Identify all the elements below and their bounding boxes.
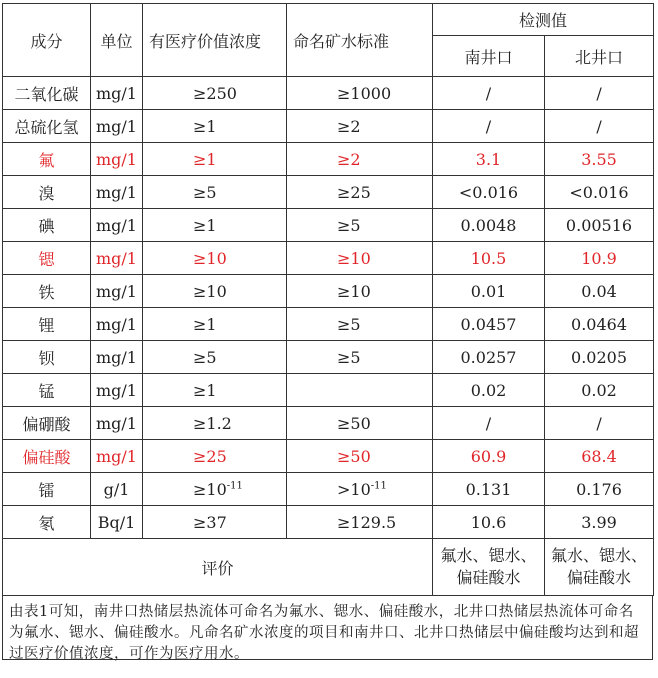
south-value-cell-text: 0.01 [470,281,507,301]
north-value-cell-text: 3.99 [581,512,617,532]
mineral-standard-cell [287,308,433,341]
north-value-cell [545,407,654,440]
evaluation-south: 氟水、锶水、偏硅酸水 [433,539,545,596]
header-medical-value: 有医疗价值浓度 [143,4,287,77]
header-south: 南井口 [433,36,545,77]
south-value-cell-text: / [485,116,492,136]
component-cell-text: 偏硼酸 [22,414,71,434]
table-row [3,440,654,473]
mineral-standard-cell [287,374,433,407]
header-unit: 单位 [91,4,143,77]
table-row [3,374,654,407]
unit-cell [91,110,143,143]
north-value-cell [545,275,654,308]
unit-cell [91,407,143,440]
south-value-cell [433,77,545,110]
component-cell [3,374,91,407]
table-row [3,308,654,341]
north-value-cell-text: / [596,116,602,136]
mineral-standard-cell-text: ≥2 [337,149,361,169]
medical-value-cell-text: ≥10 [193,248,227,268]
medical-value-cell-text: ≥1.2 [193,413,232,433]
medical-value-cell-text: ≥25 [193,446,227,466]
medical-value-cell-text: ≥1 [193,380,217,400]
water-quality-table-container [2,3,653,660]
mineral-standard-cell [287,440,433,473]
south-value-cell [433,242,545,275]
north-value-cell-text: 10.9 [581,248,617,268]
component-cell-text: 二氧化碳 [14,84,79,104]
north-value-cell [545,473,654,506]
header-north: 北井口 [545,36,654,77]
north-value-cell [545,506,654,539]
medical-value-cell-text: ≥1 [193,314,217,334]
south-value-cell-text: 10.5 [470,248,507,268]
unit-cell [91,209,143,242]
medical-value-cell [143,374,287,407]
medical-value-cell-text: ≥250 [193,83,237,103]
south-value-cell [433,308,545,341]
mineral-standard-cell [287,143,433,176]
south-value-cell-text: 0.131 [465,479,512,499]
medical-value-cell [143,407,287,440]
medical-value-cell-text: ≥1 [193,215,217,235]
mineral-standard-cell-text: ≥25 [337,182,371,202]
medical-value-cell-text: ≥37 [193,512,227,532]
south-value-cell [433,110,545,143]
north-value-cell-text: <0.016 [569,182,629,202]
medical-value-cell [143,110,287,143]
south-value-cell-text: / [485,413,492,433]
component-cell [3,209,91,242]
medical-value-cell-text: ≥1 [193,116,217,136]
medical-value-cell [143,242,287,275]
table-row [3,176,654,209]
north-value-cell [545,110,654,143]
medical-value-cell [143,341,287,374]
component-cell [3,275,91,308]
south-value-cell-text: 0.0257 [460,347,517,367]
north-value-cell-text: 0.00516 [565,215,633,235]
unit-cell-text: mg/1 [96,380,137,400]
table-row [3,242,654,275]
component-cell [3,506,91,539]
unit-cell-text: mg/1 [96,83,137,103]
north-value-cell [545,341,654,374]
unit-cell [91,242,143,275]
mineral-standard-cell-text: ≥5 [337,314,361,334]
mineral-standard-cell-text: >10 [337,479,371,499]
component-cell [3,473,91,506]
medical-value-cell [143,440,287,473]
north-value-cell [545,308,654,341]
medical-value-cell [143,209,287,242]
header-component: 成分 [3,4,91,77]
mineral-standard-cell-exponent: -11 [370,480,387,492]
mineral-standard-cell [287,407,433,440]
unit-cell [91,275,143,308]
medical-value-cell [143,143,287,176]
component-cell [3,440,91,473]
component-cell-text: 铁 [38,282,55,302]
mineral-standard-cell [287,176,433,209]
water-quality-table [2,3,654,596]
north-value-cell-text: 0.0205 [571,347,627,367]
mineral-standard-cell-text: ≥2 [337,116,361,136]
component-cell-text: 偏硅酸 [22,447,71,467]
unit-cell-text: mg/1 [96,215,137,235]
south-value-cell [433,176,545,209]
mineral-standard-cell [287,275,433,308]
component-cell-text: 镭 [38,480,55,500]
component-cell-text: 氟 [38,150,55,170]
unit-cell-text: mg/1 [96,413,137,433]
evaluation-row [3,539,654,596]
unit-cell-text: mg/1 [96,281,137,301]
south-value-cell [433,473,545,506]
mineral-standard-cell-text: ≥129.5 [337,512,397,532]
north-value-cell [545,176,654,209]
north-value-cell [545,77,654,110]
table-row [3,209,654,242]
header-detection: 检测值 [433,4,654,36]
north-value-cell-text: / [596,413,602,433]
component-cell [3,242,91,275]
unit-cell [91,374,143,407]
medical-value-cell [143,176,287,209]
header-row-1 [3,4,654,36]
south-value-cell [433,506,545,539]
unit-cell [91,77,143,110]
medical-value-cell-text: ≥1 [193,149,217,169]
mineral-standard-cell-text: ≥10 [337,248,371,268]
medical-value-cell [143,275,287,308]
south-value-cell-text: <0.016 [458,182,519,202]
south-value-cell-text: / [485,83,492,103]
header-mineral-standard: 命名矿水标准 [287,4,433,77]
medical-value-cell [143,506,287,539]
table-row [3,473,654,506]
medical-value-cell-text: ≥10 [193,479,227,499]
component-cell [3,77,91,110]
north-value-cell-text: 3.55 [581,149,617,169]
unit-cell-text: mg/1 [96,149,137,169]
north-value-cell [545,143,654,176]
medical-value-cell [143,77,287,110]
south-value-cell-text: 10.6 [470,512,507,532]
component-cell [3,341,91,374]
medical-value-cell-text: ≥5 [193,182,217,202]
mineral-standard-cell [287,341,433,374]
medical-value-cell-text: ≥5 [193,347,217,367]
evaluation-label: 评价 [3,539,433,596]
table-row [3,110,654,143]
mineral-standard-cell-text: ≥50 [337,413,371,433]
north-value-cell [545,209,654,242]
mineral-standard-cell-text: ≥5 [337,215,361,235]
unit-cell [91,341,143,374]
mineral-standard-cell-text: ≥1000 [337,83,392,103]
mineral-standard-cell-text: ≥10 [337,281,371,301]
mineral-standard-cell [287,242,433,275]
south-value-cell-text: 3.1 [475,149,502,169]
component-cell-text: 钡 [38,348,55,368]
north-value-cell [545,242,654,275]
table-row [3,77,654,110]
north-value-cell-text: / [596,83,602,103]
unit-cell [91,143,143,176]
mineral-standard-cell [287,506,433,539]
unit-cell-text: g/1 [103,479,130,499]
component-cell [3,308,91,341]
table-row [3,341,654,374]
component-cell-text: 锰 [38,381,55,401]
unit-cell [91,308,143,341]
table-row [3,506,654,539]
unit-cell-text: mg/1 [96,314,137,334]
component-cell-text: 碘 [38,216,55,236]
component-cell-text: 溴 [38,183,55,203]
mineral-standard-cell [287,77,433,110]
unit-cell-text: Bq/1 [97,512,136,532]
table-body [3,77,654,539]
mineral-standard-cell-text: ≥50 [337,446,371,466]
mineral-standard-cell [287,209,433,242]
south-value-cell [433,407,545,440]
north-value-cell-text: 0.0464 [571,314,627,334]
component-cell-text: 氡 [38,513,55,533]
component-cell [3,143,91,176]
medical-value-cell [143,308,287,341]
unit-cell [91,176,143,209]
south-value-cell [433,341,545,374]
unit-cell-text: mg/1 [96,446,137,466]
table-row [3,407,654,440]
component-cell-text: 锶 [38,249,55,269]
south-value-cell [433,143,545,176]
medical-value-cell [143,473,287,506]
table-row [3,143,654,176]
mineral-standard-cell-text: ≥5 [337,347,361,367]
unit-cell [91,440,143,473]
south-value-cell [433,440,545,473]
evaluation-north: 氟水、锶水、偏硅酸水 [545,539,654,596]
north-value-cell-text: 0.02 [581,380,617,400]
south-value-cell-text: 0.0457 [460,314,517,334]
component-cell-text: 锂 [38,315,55,335]
component-cell [3,407,91,440]
unit-cell-text: mg/1 [96,347,137,367]
south-value-cell-text: 0.0048 [460,215,517,235]
south-value-cell-text: 60.9 [470,446,507,466]
unit-cell [91,506,143,539]
component-cell [3,176,91,209]
table-note: 由表1可知，南井口热储层热流体可命名为氟水、锶水、偏硅酸水，北井口热储层热流体可命名为氟水、锶水、偏硅酸水。凡命名矿水浓度的项目和南井口、北井口热储层中偏硅酸均达到和超过医疗价值浓度，可作为医疗用水。 [2,596,653,660]
south-value-cell-text: 0.02 [470,380,507,400]
mineral-standard-cell [287,110,433,143]
medical-value-cell-exponent: -11 [226,480,243,492]
north-value-cell-text: 0.176 [576,479,622,499]
unit-cell [91,473,143,506]
south-value-cell [433,374,545,407]
north-value-cell-text: 68.4 [581,446,617,466]
unit-cell-text: mg/1 [96,248,137,268]
north-value-cell [545,374,654,407]
mineral-standard-cell [287,473,433,506]
south-value-cell [433,209,545,242]
medical-value-cell-text: ≥10 [193,281,227,301]
north-value-cell [545,440,654,473]
table-row [3,275,654,308]
component-cell-text: 总硫化氢 [14,117,79,137]
unit-cell-text: mg/1 [96,182,137,202]
unit-cell-text: mg/1 [96,116,137,136]
north-value-cell-text: 0.04 [581,281,617,301]
component-cell [3,110,91,143]
south-value-cell [433,275,545,308]
